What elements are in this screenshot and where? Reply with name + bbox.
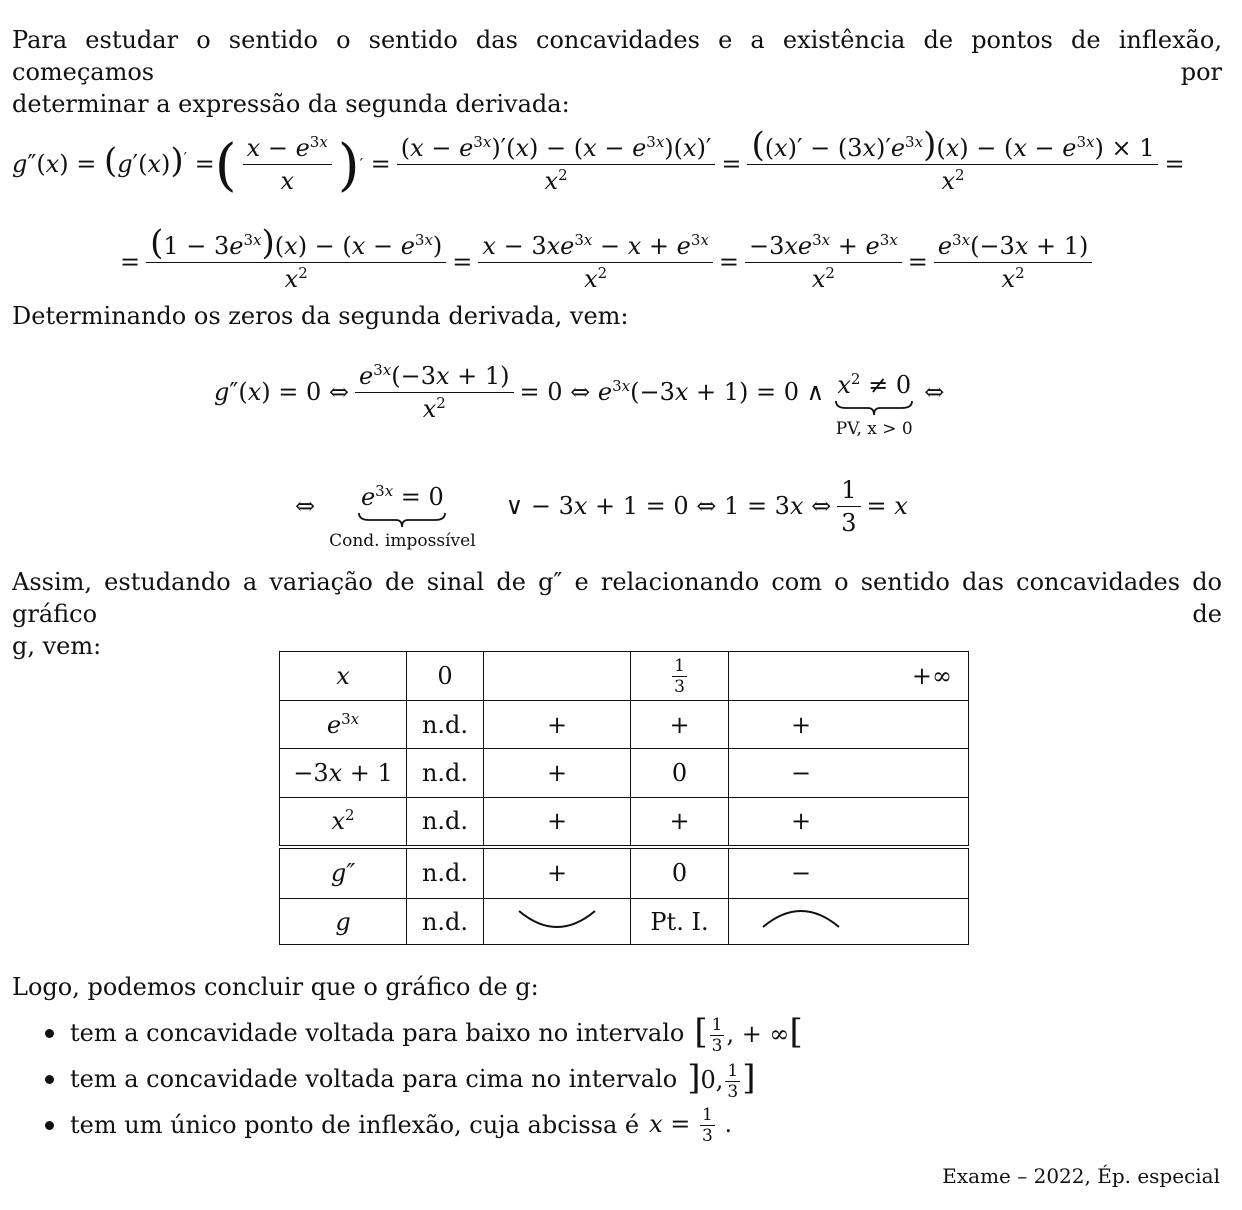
table-cell: + [484, 847, 631, 899]
interval-fraction: $\frac{1}{3}$ [711, 1014, 723, 1056]
header-zero: 0 [407, 652, 484, 701]
table-cell: + [729, 798, 969, 847]
table-cell: n.d. [407, 701, 484, 749]
table-cell: + [631, 701, 729, 749]
one-third-fraction: $\frac{1}{3}$ [837, 476, 860, 537]
table-cell: 0 [631, 847, 729, 899]
sign-table [279, 651, 969, 945]
zeros-fraction: $\frac{e^{3x}(-3x + 1)}{x^2}$ [355, 362, 514, 423]
pv-label: PV, x > 0 [835, 419, 913, 439]
zeros-line-1: g″(x) = 0 ⇔ $\frac{e^{3x}(-3x + 1)}{x^2}$ = 0 ⇔ $e^{3x}(-3x + 1) = 0$ ∧ $x^2 \ne 0$ PV, x > 0 ⇔ [214, 360, 945, 439]
table-cell: 0 [631, 749, 729, 798]
sign-intro [12, 566, 1222, 662]
source-footer: Exame – 2022, Ép. especial [942, 1164, 1220, 1188]
list-item: tem a concavidade voltada para cima no intervalo ]0, $\frac{1}{3}$ ] [12, 1056, 803, 1102]
table-cell: − [729, 749, 969, 798]
sign-intro-line-2: g, vem: [12, 632, 102, 660]
table-cell: n.d. [407, 749, 484, 798]
list-item: tem um único ponto de inflexão, cuja abcissa é x = $\frac{1}{3}$ . [12, 1102, 803, 1148]
inflection-abscissa: x = $\frac{1}{3}$ . [649, 1104, 733, 1146]
derivative-line-2: = $\frac{(1 - 3e^{3x})(x) - (x - e^{3x})}{x^2}$ = $\frac{x - 3xe^{3x} - x + e^{3x}}{x^2}$ = $\frac{-3xe^{3x} + e^{3x}}{x^2}$ = $\frac{e^{3x}(-3x + 1)}{x^2}$ [120, 220, 1098, 304]
table-row-header [280, 652, 969, 701]
intro-line-1: Para estudar o sentido o sentido das concavidades e a existência de pontos de inflexão, começamos por [12, 26, 1222, 86]
table-row [280, 899, 969, 945]
interval-fraction: $\frac{1}{3}$ [727, 1060, 739, 1102]
conclusion-intro: Logo, podemos concluir que o gráfico de g: [12, 973, 539, 1001]
table-cell: + [484, 749, 631, 798]
sign-intro-line-1: Assim, estudando a variação de sinal de g″ e relacionando com o sentido das concavidades do gráfico de [12, 568, 1222, 628]
table-row [280, 847, 969, 899]
table-cell: + [729, 701, 969, 749]
row-label-exp: $e^{3x}$ [280, 701, 407, 749]
impossible-label: Cond. impossível [329, 531, 476, 551]
intro-line-2: determinar a expressão da segunda derivada: [12, 90, 570, 118]
zeros-line-2: ⇔ $e^{3x} = 0$ Cond. impossível ∨ − 3x + 1 = 0 ⇔ 1 = 3x ⇔ $\frac{1}{3}$ = x [295, 475, 908, 551]
row-label-g-second: g″ [280, 847, 407, 899]
derivative-line-1: g″(x) = (g′(x))′ = ( $\frac{x - e^{3x}}{x}$ ) ′ = $\frac{(x - e^{3x})'(x) - (x - e^{3x})(x)'}{x^2}$ = $\frac{((x)' - (3x)'e^{3x})(x) - (x - e^{3x}) \times 1}{x^2}$ = [12, 124, 1185, 198]
row-label-g: g [280, 899, 407, 945]
zeros-intro: Determinando os zeros da segunda derivada, vem: [12, 302, 629, 330]
concave-up-icon [517, 907, 597, 931]
fraction-step-3: $\frac{-3xe^{3x} + e^{3x}}{x^2}$ [745, 232, 902, 293]
table-row [280, 749, 969, 798]
header-one-third-fraction: $\frac{1}{3}$ [674, 655, 685, 697]
header-one-third [631, 652, 729, 701]
row-label-linear: −3x + 1 [280, 749, 407, 798]
table-cell [484, 899, 631, 945]
table-cell: n.d. [407, 899, 484, 945]
table-cell: n.d. [407, 798, 484, 847]
underbrace-icon [834, 399, 914, 417]
table-cell: + [484, 701, 631, 749]
table-cell [729, 899, 969, 945]
table-cell: + [631, 798, 729, 847]
fraction-step-2: $\frac{x - 3xe^{3x} - x + e^{3x}}{x^2}$ [478, 232, 712, 293]
fraction-step-1: $\frac{(1 - 3e^{3x})(x) - (x - e^{3x})}{x^2}$ [146, 232, 446, 293]
fraction-final: $\frac{e^{3x}(-3x + 1)}{x^2}$ [934, 232, 1093, 293]
inflection-fraction: $\frac{1}{3}$ [702, 1104, 713, 1146]
intro-paragraph [12, 24, 1222, 120]
fraction-quotient-rule: $\frac{(x - e^{3x})'(x) - (x - e^{3x})(x)'}{x^2}$ [397, 134, 716, 195]
table-row [280, 701, 969, 749]
header-empty [484, 652, 631, 701]
fraction-g-prime: $\frac{x - e^{3x}}{x}$ [243, 134, 332, 195]
list-item: tem a concavidade voltada para baixo no intervalo [ $\frac{1}{3}$ , + ∞[ [12, 1010, 803, 1056]
table-cell: Pt. I. [631, 899, 729, 945]
row-label-square: $x^2$ [280, 798, 407, 847]
table-cell: + [484, 798, 631, 847]
table-cell: − [729, 847, 969, 899]
header-x: x [280, 652, 407, 701]
interval-concave-up: ]0, $\frac{1}{3}$ ] [687, 1057, 756, 1102]
fraction-expanded: $\frac{((x)' - (3x)'e^{3x})(x) - (x - e^{3x}) \times 1}{x^2}$ [747, 134, 1158, 195]
table-cell: n.d. [407, 847, 484, 899]
interval-concave-down: [ $\frac{1}{3}$ , + ∞[ [694, 1011, 803, 1056]
impossible-brace: $e^{3x} = 0$ Cond. impossível [329, 482, 476, 551]
conclusion-list [12, 1010, 803, 1148]
header-infinity: +∞ [729, 652, 969, 701]
table-row [280, 798, 969, 847]
pv-brace: $x^2 \ne 0$ PV, x > 0 [835, 370, 913, 439]
underbrace-icon [357, 511, 447, 529]
concave-down-icon [761, 907, 841, 931]
